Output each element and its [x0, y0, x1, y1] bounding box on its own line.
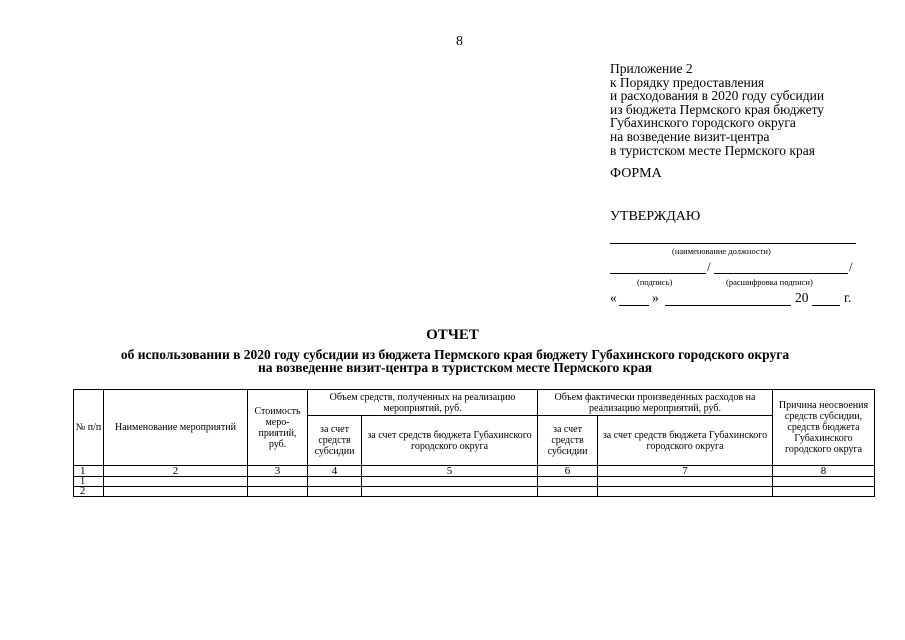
decoding-slash: /	[849, 259, 853, 274]
header-name: Наименование мероприятий	[104, 390, 248, 466]
header-received-budget: за счет средств бюджета Губахинского городского округа	[362, 416, 538, 466]
column-number: 5	[362, 466, 538, 477]
header-actual-group: Объем фактически произведенных расходов на реализацию мероприятий, руб.	[538, 390, 773, 416]
header-received-subsidy: за счет средств субсидии	[308, 416, 362, 466]
position-line[interactable]	[610, 243, 856, 244]
date-month-line[interactable]	[665, 305, 791, 306]
report-table	[73, 389, 875, 497]
appendix-reference	[610, 62, 880, 157]
appendix-line: в туристском месте Пермского края	[610, 142, 815, 158]
date-day-line[interactable]	[619, 305, 649, 306]
header-num: № п/п	[74, 390, 104, 466]
column-number: 2	[104, 466, 248, 477]
date-close-quote: »	[652, 290, 659, 305]
signature-slash: /	[707, 259, 711, 274]
date-year-line[interactable]	[812, 305, 840, 306]
cell-name[interactable]	[104, 477, 248, 487]
date-year-prefix: 20	[795, 290, 809, 305]
appendix-line: из бюджета Пермского края бюджету	[610, 101, 825, 117]
cell-received-budget[interactable]	[362, 477, 538, 487]
column-number: 3	[248, 466, 308, 477]
cell-received-subsidy[interactable]	[308, 477, 362, 487]
signature-line[interactable]	[610, 273, 706, 274]
column-number: 8	[773, 466, 875, 477]
date-open-quote: «	[610, 290, 617, 305]
column-number: 1	[74, 466, 104, 477]
column-number: 6	[538, 466, 598, 477]
header-reason: Причина неосвоения средств субсидии, средств бюджета Губахинского городского округа	[773, 390, 875, 466]
cell-received-budget[interactable]	[362, 487, 538, 497]
cell-actual-subsidy[interactable]	[538, 477, 598, 487]
date-year-suffix: г.	[844, 290, 852, 305]
position-caption: (наименование должности)	[672, 246, 771, 256]
column-number: 4	[308, 466, 362, 477]
report-subtitle-line-2: на возведение визит-центра в туристском месте Пермского края	[257, 360, 653, 375]
appendix-line: к Порядку предоставления	[610, 74, 765, 90]
header-actual-budget: за счет средств бюджета Губахинского городского округа	[598, 416, 773, 466]
cell-cost[interactable]	[248, 487, 308, 497]
table-row	[74, 487, 875, 497]
header-actual-subsidy: за счет средств субсидии	[538, 416, 598, 466]
cell-reason[interactable]	[773, 487, 875, 497]
cell-reason[interactable]	[773, 477, 875, 487]
cell-actual-budget[interactable]	[598, 477, 773, 487]
decoding-line[interactable]	[714, 273, 848, 274]
form-label: ФОРМА	[610, 166, 662, 181]
cell-received-subsidy[interactable]	[308, 487, 362, 497]
row-number: 2	[74, 487, 104, 497]
appendix-line: Губахинского городского округа	[610, 115, 796, 131]
approve-label: УТВЕРЖДАЮ	[610, 209, 701, 224]
report-subtitle	[60, 348, 850, 374]
header-received-group: Объем средств, полученных на реализацию мероприятий, руб.	[308, 390, 538, 416]
appendix-line: на возведение визит-центра	[610, 128, 770, 144]
signature-caption: (подпись)	[637, 277, 673, 287]
cell-name[interactable]	[104, 487, 248, 497]
cell-actual-subsidy[interactable]	[538, 487, 598, 497]
report-title: ОТЧЕТ	[426, 327, 479, 343]
header-cost: Стоимость меро-приятий, руб.	[248, 390, 308, 466]
cell-actual-budget[interactable]	[598, 487, 773, 497]
table-row	[74, 477, 875, 487]
column-number: 7	[598, 466, 773, 477]
row-number: 1	[74, 477, 104, 487]
appendix-line: и расходования в 2020 году субсидии	[610, 88, 825, 104]
page-number: 8	[456, 34, 463, 49]
decoding-caption: (расшифровка подписи)	[726, 277, 813, 287]
appendix-line: Приложение 2	[610, 61, 693, 76]
cell-cost[interactable]	[248, 477, 308, 487]
report-subtitle-line-1: об использовании в 2020 году субсидии из бюджета Пермского края бюджету Губахинского городского округа	[120, 347, 790, 362]
